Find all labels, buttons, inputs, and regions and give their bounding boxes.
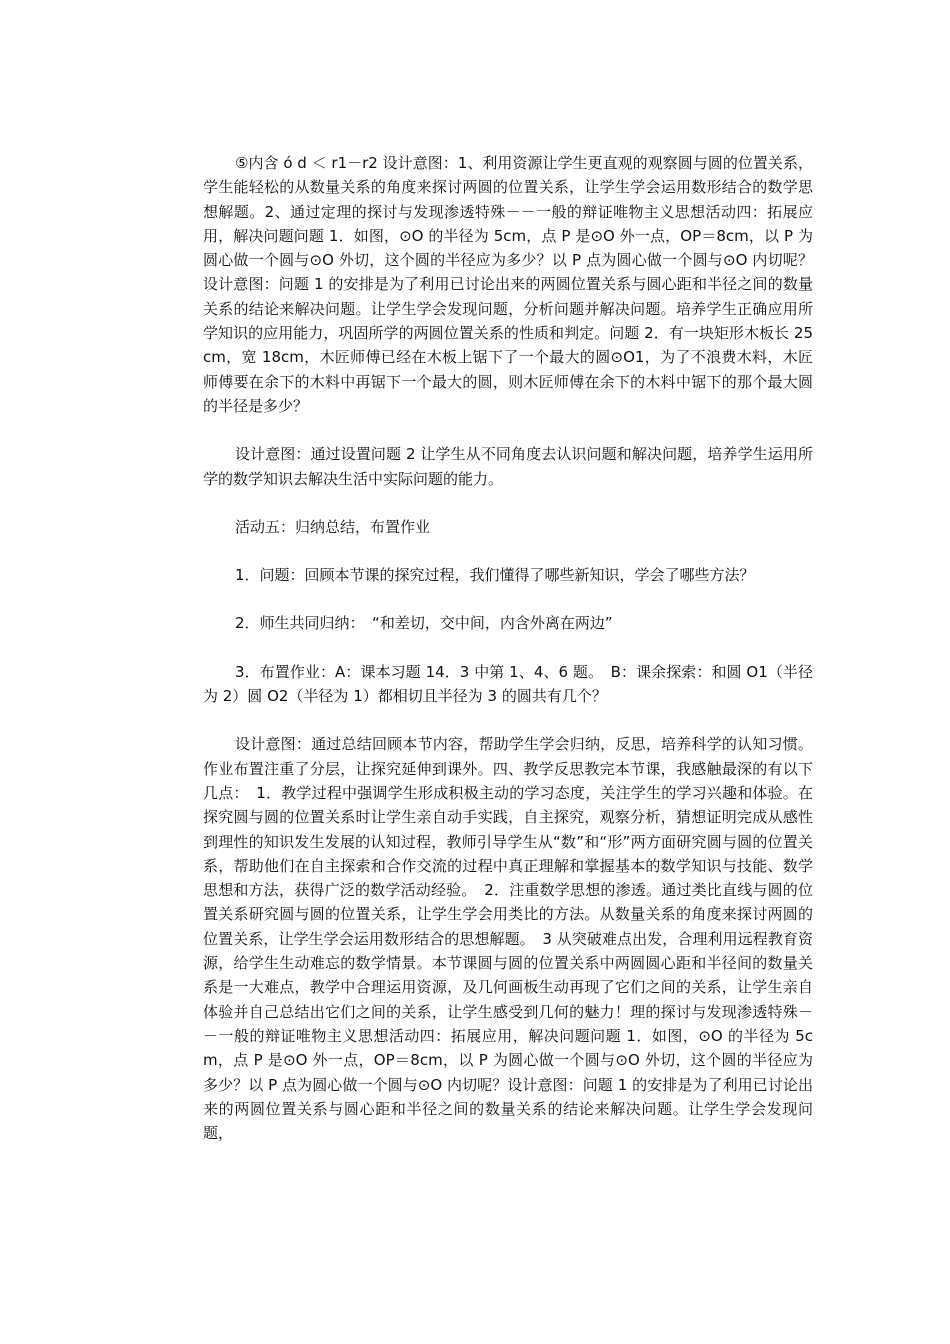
paragraph-positional-relation: ⑤内含 ó d ＜ r1－r2 设计意图：1、利用资源让学生更直观的观察圆与圆的位置关系，学生能轻松的从数量关系的角度来探讨两圆的位置关系，让学生学会运用数形结合的数学思想解题。2、通过定理的探讨与发现渗透特殊－－一般的辩证唯物主义思想活动四：拓展应用，解决问题问题 1．如图，⊙O 的半径为 5cm，点 P 是⊙O 外一点，OP＝8cm，以 P 为圆心做一个圆与⊙O 外切，这个圆的半径应为多少？以 P 点为圆心做一个圆与⊙O 内切呢？设计意图：问题 1 的安排是为了利用已讨论出来的两圆位置关系与圆心距和半径之间的数量关系的结论来解决问题。让学生学会发现问题，分析问题并解决问题。培养学生正确应用所学知识的应用能力，巩固所学的两圆位置关系的性质和判定。问题 2．有一块矩形木板长 25cm，宽 18cm，木匠师傅已经在木板上锯下了一个最大的圆⊙O1，为了不浪费木料，木匠师傅要在余下的木料中再锯下一个最大的圆，则木匠师傅在余下的木料中锯下的那个最大圆的半径是多少？ bbox=[203, 154, 813, 415]
paragraph-design-intent-2: 设计意图：通过设置问题 2 让学生从不同角度去认识问题和解决问题，培养学生运用所学的数学知识去解决生活中实际问题的能力。 bbox=[203, 445, 813, 488]
paragraph-question-1: 1．问题：回顾本节课的探究过程，我们懂得了哪些新知识，学会了哪些方法？ bbox=[235, 566, 755, 585]
paragraph-summary-2: 2．师生共同归纳： “和差切，交中间，内含外离在两边” bbox=[235, 614, 613, 633]
paragraph-activity-five: 活动五：归纳总结，布置作业 bbox=[235, 517, 431, 536]
paragraph-homework-3: 3．布置作业：A：课本习题 14．3 中第 1、4、6 题。 B：课余探索：和圆 O1（半径为 2）圆 O2（半径为 1）都相切且半径为 3 的圆共有几个？ bbox=[203, 662, 813, 706]
paragraph-reflection: 设计意图：通过总结回顾本节内容，帮助学生学会归纳，反思，培养科学的认知习惯。作业布置注重了分层，让探究延伸到课外。四、教学反思教完本节课，我感触最深的有以下几点： 1．教学过程中强调学生形成积极主动的学习态度，关注学生的学习兴趣和体验。在探究圆与圆的位置关系时让学生亲自动手实践，自主探究，观察分析，猜想证明完成从感性到理性的知识发生发展的认知过程，教师引导学生从“数”和“形”两方面研究圆与圆的位置关系，帮助他们在自主探索和合作交流的过程中真正理解和掌握基本的数学知识与技能、数学思想和方法，获得广泛的数学活动经验。 2．注重数学思想的渗透。通过类比直线与圆的位置关系研究圆与圆的位置关系，让学生学会用类比的方法。从数量关系的角度来探讨两圆的位置关系，让学生学会运用数形结合的思想解题。 3 从突破难点出发，合理利用远程教育资源，给学生生动难忘的数学情景。本节课圆与圆的位置关系中两圆圆心距和半径间的数量关系是一大难点，教学中合理运用资源，及几何画板生动再现了它们之间的关系，让学生亲自体验并自己总结出它们之间的关系，让学生感受到几何的魅力！理的探讨与发现渗透特殊－－一般的辩证唯物主义思想活动四：拓展应用，解决问题问题 1．如图，⊙O 的半径为 5cm，点 P 是⊙O 外一点，OP＝8cm，以 P 为圆心做一个圆与⊙O 外切，这个圆的半径应为多少？以 P 点为圆心做一个圆与⊙O 内切呢？设计意图：问题 1 的安排是为了利用已讨论出来的两圆位置关系与圆心距和半径之间的数量关系的结论来解决问题。让学生学会发现问题， bbox=[203, 735, 813, 1143]
document-page bbox=[203, 151, 813, 1145]
